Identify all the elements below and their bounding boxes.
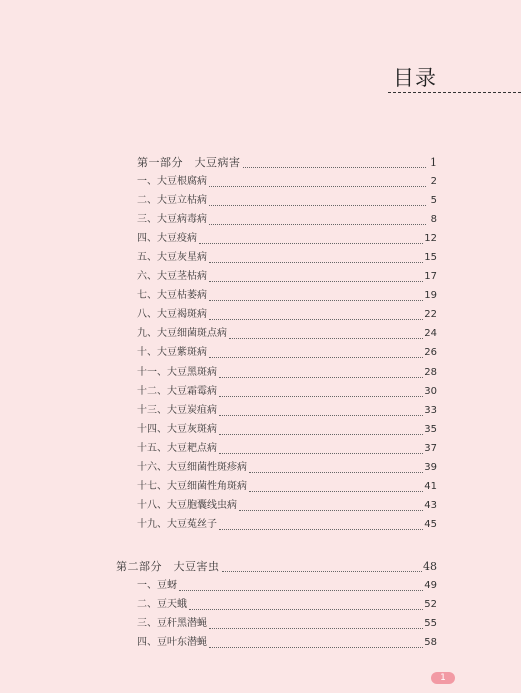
toc-entry-label: 十四、大豆灰斑病 <box>137 424 217 435</box>
toc-entry-label: 十九、大豆菟丝子 <box>137 519 217 530</box>
dot-leader <box>243 158 427 168</box>
toc-entry-label: 四、豆叶东潜蝇 <box>137 637 207 648</box>
toc-entry-page-number: 5 <box>430 195 437 206</box>
dot-leader <box>209 177 426 187</box>
toc-entry-page-number: 12 <box>424 233 437 244</box>
toc-entry[interactable] <box>137 213 437 226</box>
dot-leader <box>219 444 423 454</box>
toc-entry-page-number: 49 <box>424 580 437 591</box>
toc-entry-page-number: 41 <box>424 481 437 492</box>
toc-entry[interactable] <box>137 194 437 207</box>
toc-entry-label: 九、大豆细菌斑点病 <box>137 328 227 339</box>
dot-leader <box>229 329 423 339</box>
toc-entry-label: 四、大豆疫病 <box>137 233 197 244</box>
toc-entry[interactable] <box>137 598 437 611</box>
toc-entry[interactable] <box>137 327 437 340</box>
toc-entry-page-number: 33 <box>424 405 437 416</box>
toc-entry-label: 十六、大豆细菌性斑疹病 <box>137 462 247 473</box>
dot-leader <box>219 387 423 397</box>
toc-entry[interactable] <box>137 232 437 245</box>
dot-leader <box>209 291 423 301</box>
toc-entry-label: 二、大豆立枯病 <box>137 195 207 206</box>
toc-part-heading[interactable] <box>137 156 437 169</box>
toc-part-heading[interactable] <box>116 560 437 573</box>
toc-entry[interactable] <box>137 442 437 455</box>
toc-entry[interactable] <box>137 289 437 302</box>
dot-leader <box>219 406 423 416</box>
toc-entry-page-number: 45 <box>424 519 437 530</box>
dot-leader <box>219 368 423 378</box>
toc-entry-label: 八、大豆褐斑病 <box>137 309 207 320</box>
toc-entry-page-number: 43 <box>424 500 437 511</box>
toc-entry-page-number: 39 <box>424 462 437 473</box>
dot-leader <box>209 215 426 225</box>
toc-entry[interactable] <box>137 346 437 359</box>
toc-entry[interactable] <box>137 270 437 283</box>
toc-entry-page-number: 55 <box>424 618 437 629</box>
toc-entry-label: 一、大豆根腐病 <box>137 176 207 187</box>
dot-leader <box>179 581 423 591</box>
dot-leader <box>189 600 423 610</box>
dot-leader <box>199 234 423 244</box>
dot-leader <box>209 196 426 206</box>
toc-entry-page-number: 15 <box>424 252 437 263</box>
toc-entry[interactable] <box>137 175 437 188</box>
dot-leader <box>209 348 423 358</box>
toc-entry[interactable] <box>137 308 437 321</box>
toc-entry[interactable] <box>137 636 437 649</box>
toc-entry-label: 一、豆蚜 <box>137 580 177 591</box>
dot-leader <box>239 501 423 511</box>
toc-entry-page-number: 8 <box>430 214 437 225</box>
toc-entry-label: 十八、大豆胞囊线虫病 <box>137 500 237 511</box>
dot-leader <box>209 310 423 320</box>
toc-entry-page-number: 17 <box>424 271 437 282</box>
dot-leader <box>219 520 423 530</box>
toc-entry-page-number: 24 <box>424 328 437 339</box>
toc-entry[interactable] <box>137 461 437 474</box>
toc-entry-label: 三、大豆病毒病 <box>137 214 207 225</box>
toc-entry[interactable] <box>137 499 437 512</box>
toc-part-heading-label: 第二部分 大豆害虫 <box>116 560 220 573</box>
toc-entry[interactable] <box>137 518 437 531</box>
toc-part-heading-page-number: 1 <box>430 156 437 169</box>
toc-entry-page-number: 30 <box>424 386 437 397</box>
toc-entry-page-number: 37 <box>424 443 437 454</box>
dot-leader <box>249 482 423 492</box>
toc-part-heading-label: 第一部分 大豆病害 <box>137 156 241 169</box>
dot-leader <box>222 562 423 572</box>
dot-leader <box>209 272 423 282</box>
dot-leader <box>209 638 423 648</box>
toc-entry[interactable] <box>137 579 437 592</box>
dot-leader <box>219 425 423 435</box>
toc-entry-page-number: 28 <box>424 367 437 378</box>
dot-leader <box>209 253 423 263</box>
toc-entry-label: 十七、大豆细菌性角斑病 <box>137 481 247 492</box>
toc-entry-label: 七、大豆枯萎病 <box>137 290 207 301</box>
toc-entry-label: 十、大豆紫斑病 <box>137 347 207 358</box>
toc-entry[interactable] <box>137 404 437 417</box>
toc-entry-label: 十五、大豆耙点病 <box>137 443 217 454</box>
toc-entry[interactable] <box>137 366 437 379</box>
toc-part-heading-page-number: 48 <box>423 560 437 573</box>
toc-entry-label: 十二、大豆霜霉病 <box>137 386 217 397</box>
toc-entry-label: 五、大豆灰星病 <box>137 252 207 263</box>
toc-entry-label: 十一、大豆黑斑病 <box>137 367 217 378</box>
page-number-badge: 1 <box>431 672 455 684</box>
toc-entry-page-number: 52 <box>424 599 437 610</box>
toc-entry-label: 六、大豆茎枯病 <box>137 271 207 282</box>
toc-entry[interactable] <box>137 423 437 436</box>
toc-entry-page-number: 2 <box>430 176 437 187</box>
toc-entry-page-number: 58 <box>424 637 437 648</box>
toc-title: 目录 <box>393 66 437 90</box>
toc-entry-label: 二、豆天蛾 <box>137 599 187 610</box>
toc-entry-page-number: 26 <box>424 347 437 358</box>
toc-entry-label: 三、豆秆黑潜蝇 <box>137 618 207 629</box>
toc-entry[interactable] <box>137 617 437 630</box>
dot-leader <box>209 619 423 629</box>
toc-entry-page-number: 35 <box>424 424 437 435</box>
toc-entry-page-number: 22 <box>424 309 437 320</box>
toc-entry[interactable] <box>137 251 437 264</box>
toc-entry[interactable] <box>137 385 437 398</box>
toc-entry-page-number: 19 <box>424 290 437 301</box>
toc-entry-label: 十三、大豆炭疽病 <box>137 405 217 416</box>
toc-entry[interactable] <box>137 480 437 493</box>
dot-leader <box>249 463 423 473</box>
